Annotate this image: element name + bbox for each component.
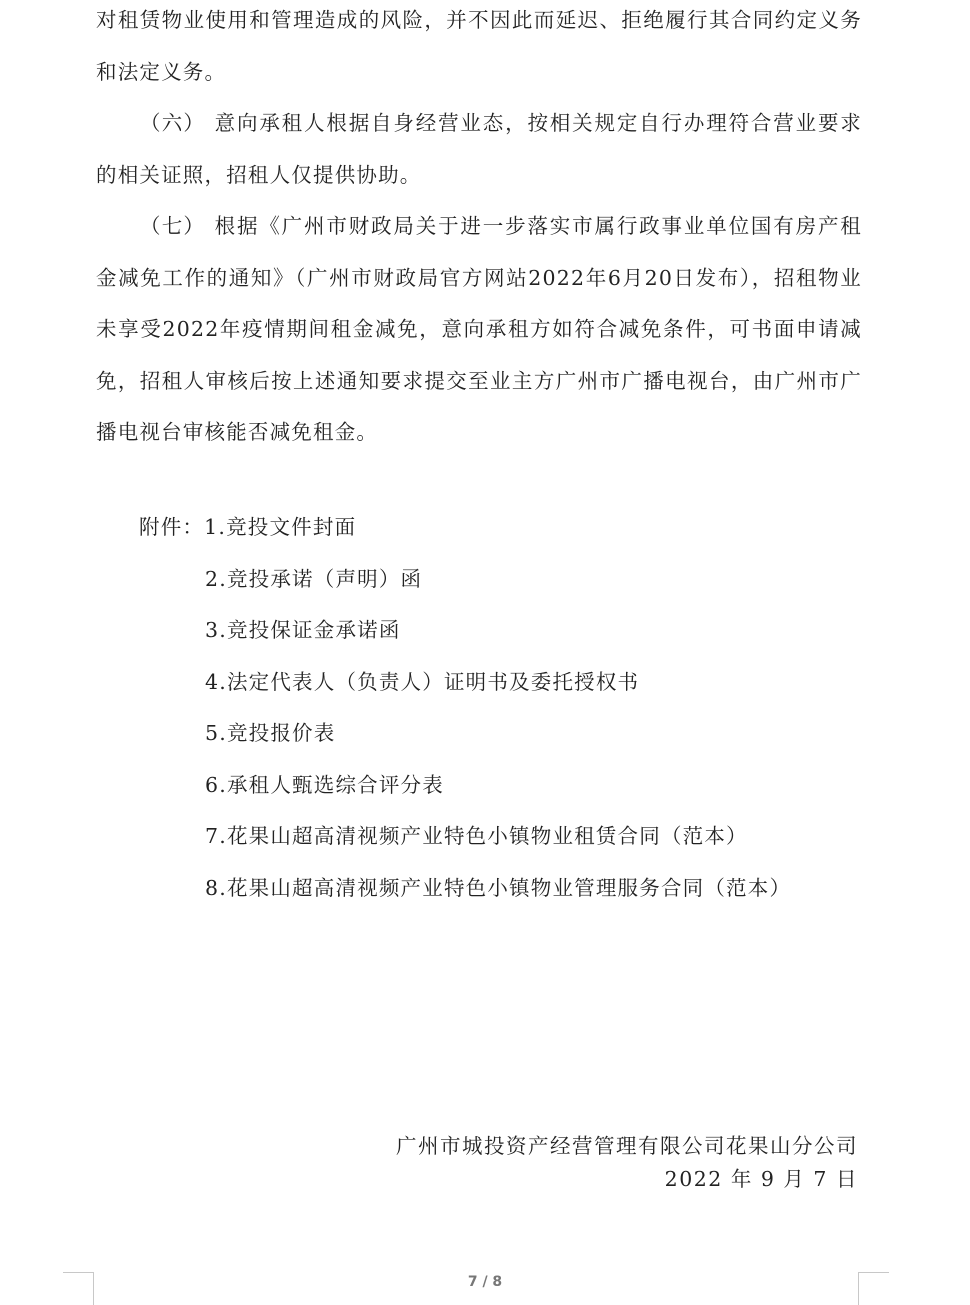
attachment-item: 4.法定代表人（负责人）证明书及委托授权书 [205,670,640,694]
signature-date: 2022 年 9 月 7 日 [664,1167,858,1191]
attachment-item: 7.花果山超高清视频产业特色小镇物业租赁合同（范本） [205,824,748,848]
attachments-heading [139,514,356,540]
clause-seven [96,201,862,459]
attachment-item: 8.花果山超高清视频产业特色小镇物业管理服务合同（范本） [205,876,792,900]
attachment-item: 5.竞投报价表 [205,721,336,745]
page-indicator: 7 / 8 [467,1274,503,1290]
crop-mark-right [858,1272,889,1305]
attachment-item: 2.竞投承诺（声明）函 [205,567,423,591]
attachment-item: 6.承租人甄选综合评分表 [205,773,444,797]
clause-six-label: （六） [140,111,206,135]
attachment-item: 1.竞投文件封面 [204,515,357,539]
paragraph-continuation: 对租赁物业使用和管理造成的风险，并不因此而延迟、拒绝履行其合同约定义务和法定义务。 [96,8,862,84]
page-footer [0,1272,970,1304]
clause-six-text: 意向承租人根据自身经营业态，按相关规定自行办理符合营业要求的相关证照，招租人仅提供协助。 [96,111,862,187]
clause-seven-text: 根据《广州市财政局关于进一步落实市属行政事业单位国有房产租金减免工作的通知》（广州市财政局官方网站2022年6月20日发布），招租物业未享受2022年疫情期间租金减免，意向承租方如符合减免条件，可书面申请减免，招租人审核后按上述通知要求提交至业主方广州市广播电视台，由广州市广播电视台审核能否减免租金。 [96,214,862,444]
signature-company: 广州市城投资产经营管理有限公司花果山分公司 [396,1134,858,1158]
clause-six [96,98,862,201]
attachment-item: 3.竞投保证金承诺函 [205,618,401,642]
clause-seven-label: （七） [140,214,206,238]
attachments-heading-label: 附件： [139,515,205,539]
